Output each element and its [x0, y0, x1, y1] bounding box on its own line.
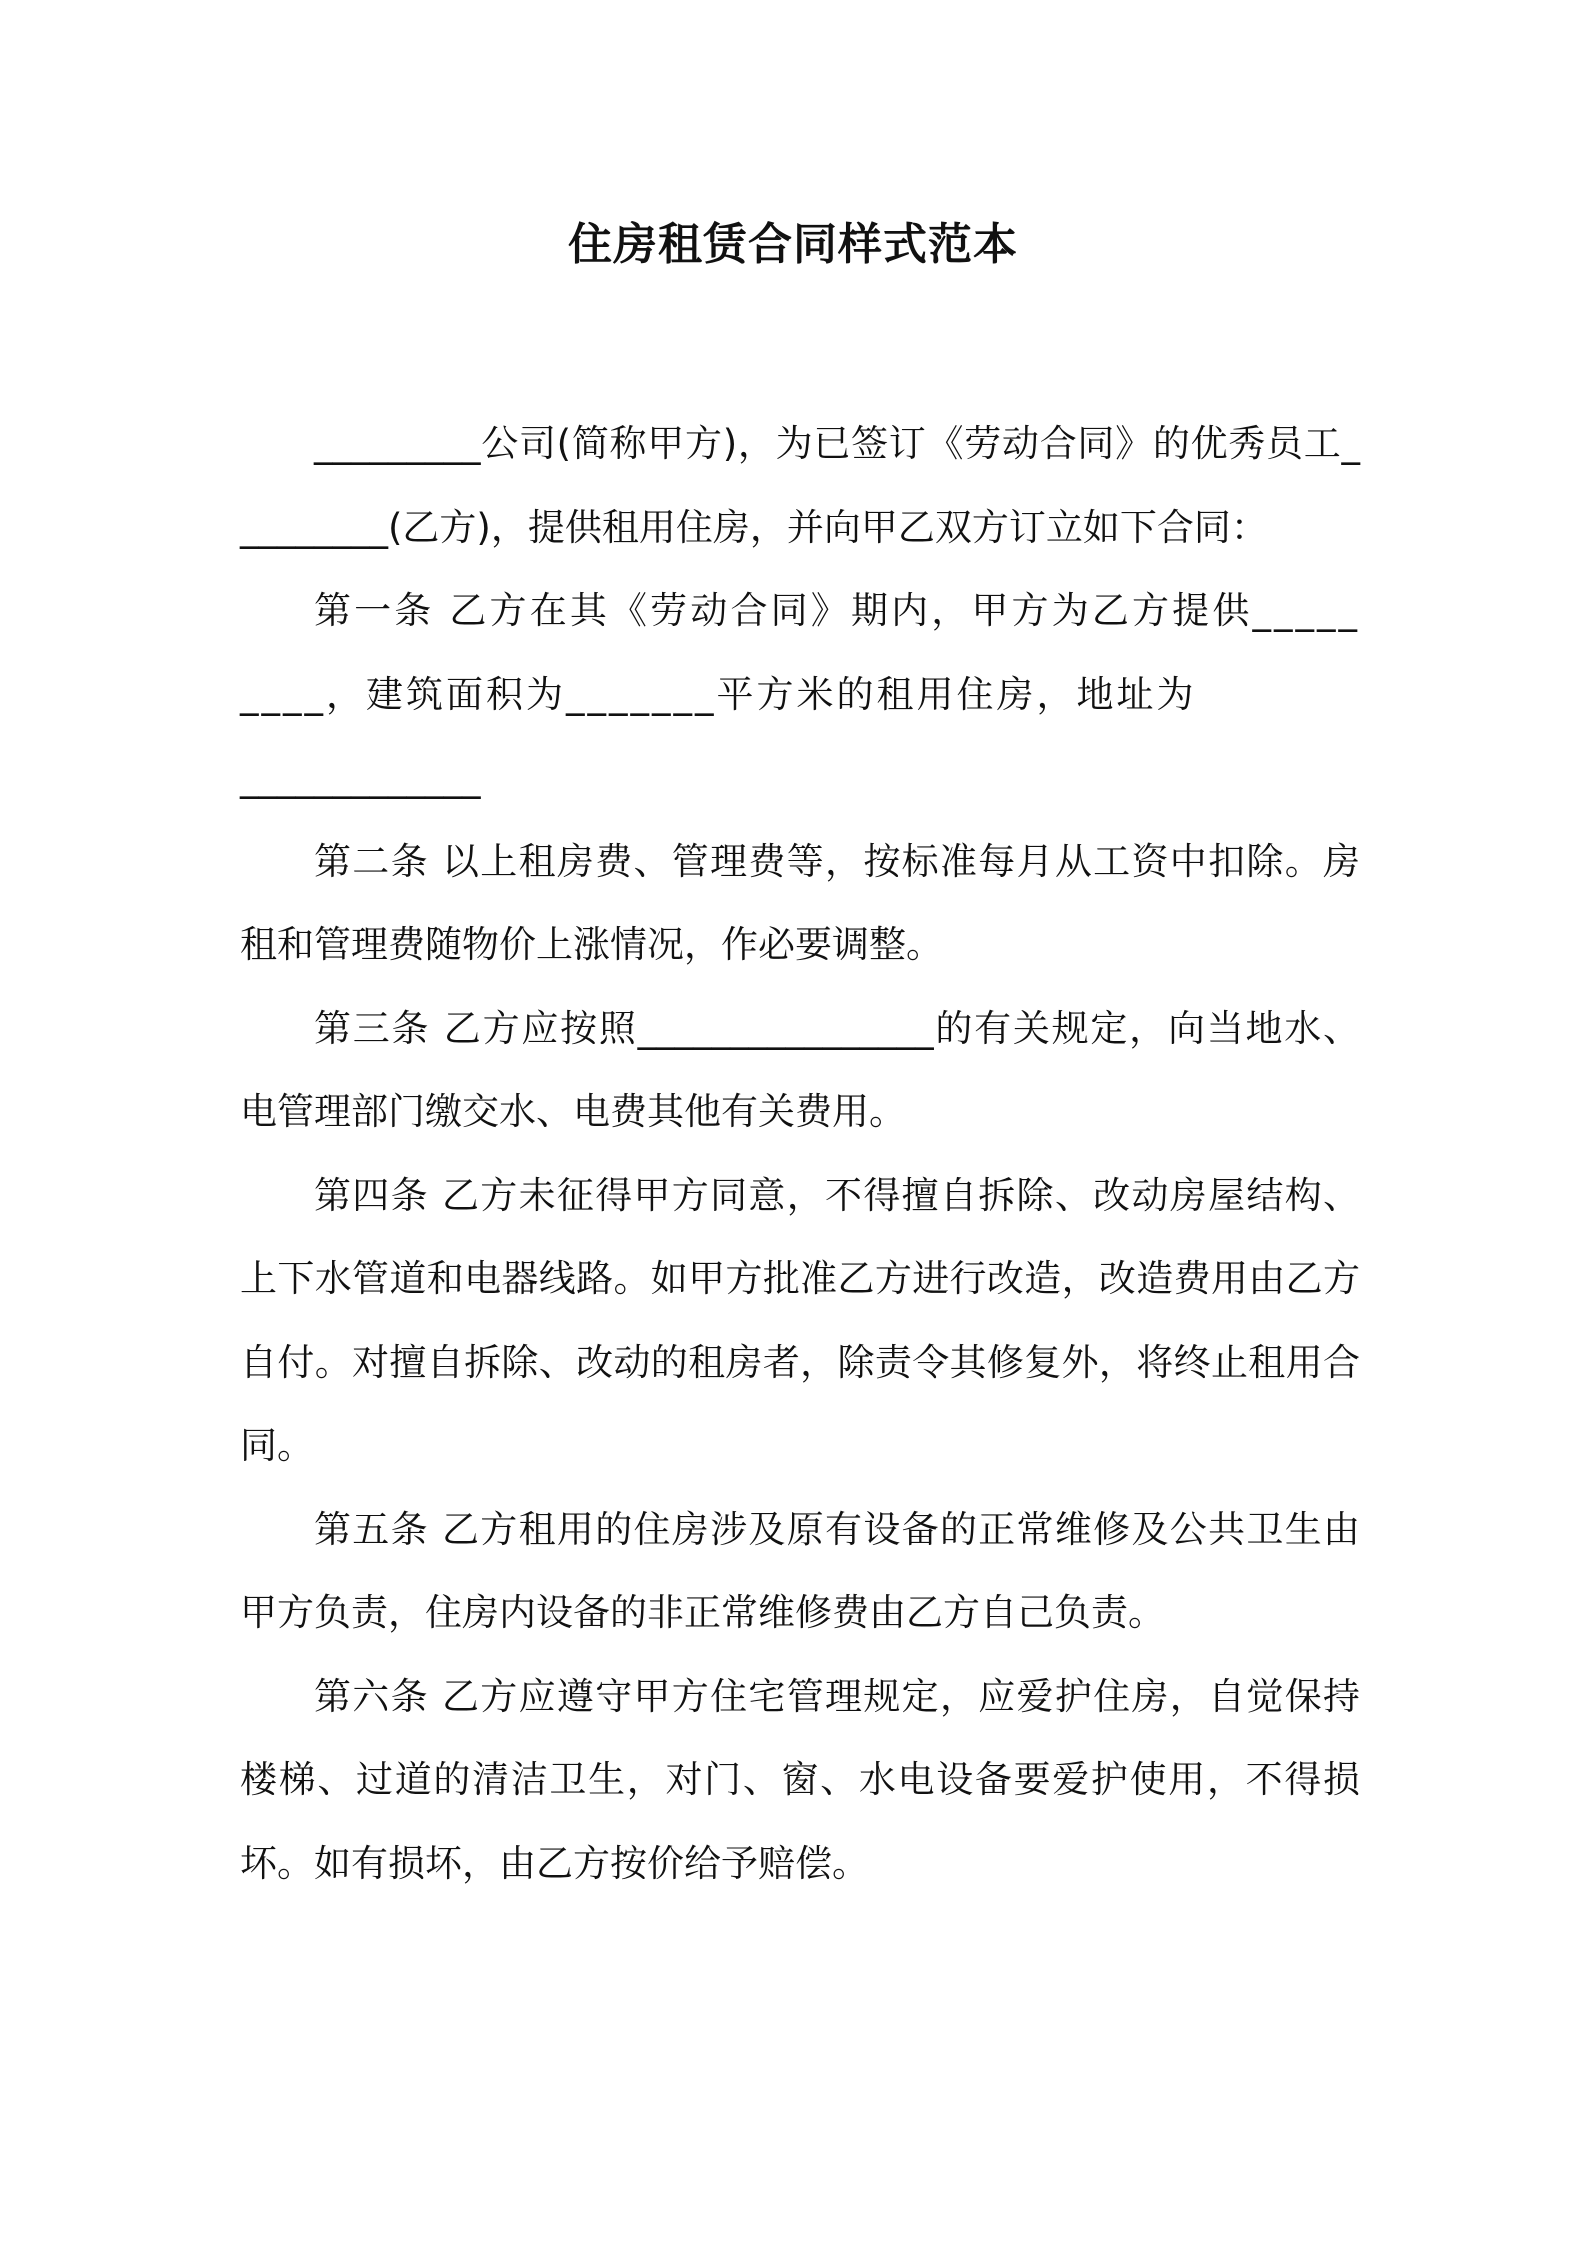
article-2-paragraph: 第二条 以上租房费、管理费等，按标准每月从工资中扣除。房租和管理费随物价上涨情况，作必要调整。 — [240, 839, 1360, 966]
article-5-paragraph: 第五条 乙方租用的住房涉及原有设备的正常维修及公共卫生由甲方负责，住房内设备的非正常维修费由乙方自己负责。 — [240, 1507, 1360, 1634]
document-body — [240, 402, 1360, 1905]
document-title: 住房租赁合同样式范本 — [568, 219, 1018, 270]
article-4-paragraph: 第四条 乙方未征得甲方同意，不得擅自拆除、改动房屋结构、上下水管道和电器线路。如甲方批准乙方进行改造，改造费用由乙方自付。对擅自拆除、改动的租房者，除责令其修复外，将终止租用合同。 — [240, 1173, 1360, 1467]
address-blank-line: _____________ — [240, 756, 481, 799]
article-3-paragraph: 第三条 乙方应按照________________的有关规定，向当地水、电管理部门缴交水、电费其他有关费用。 — [240, 1006, 1360, 1133]
article-1-paragraph: 第一条 乙方在其《劳动合同》期内，甲方为乙方提供_________，建筑面积为_______平方米的租用住房，地址为 — [240, 589, 1360, 716]
article-6-paragraph: 第六条 乙方应遵守甲方住宅管理规定，应爱护住房，自觉保持楼梯、过道的清洁卫生，对门、窗、水电设备要爱护使用，不得损坏。如有损坏，由乙方按价给予赔偿。 — [240, 1674, 1360, 1885]
intro-paragraph: _________公司(简称甲方)，为已签订《劳动合同》的优秀员工_________(乙方)，提供租用住房，并向甲乙双方订立如下合同： — [240, 422, 1360, 549]
